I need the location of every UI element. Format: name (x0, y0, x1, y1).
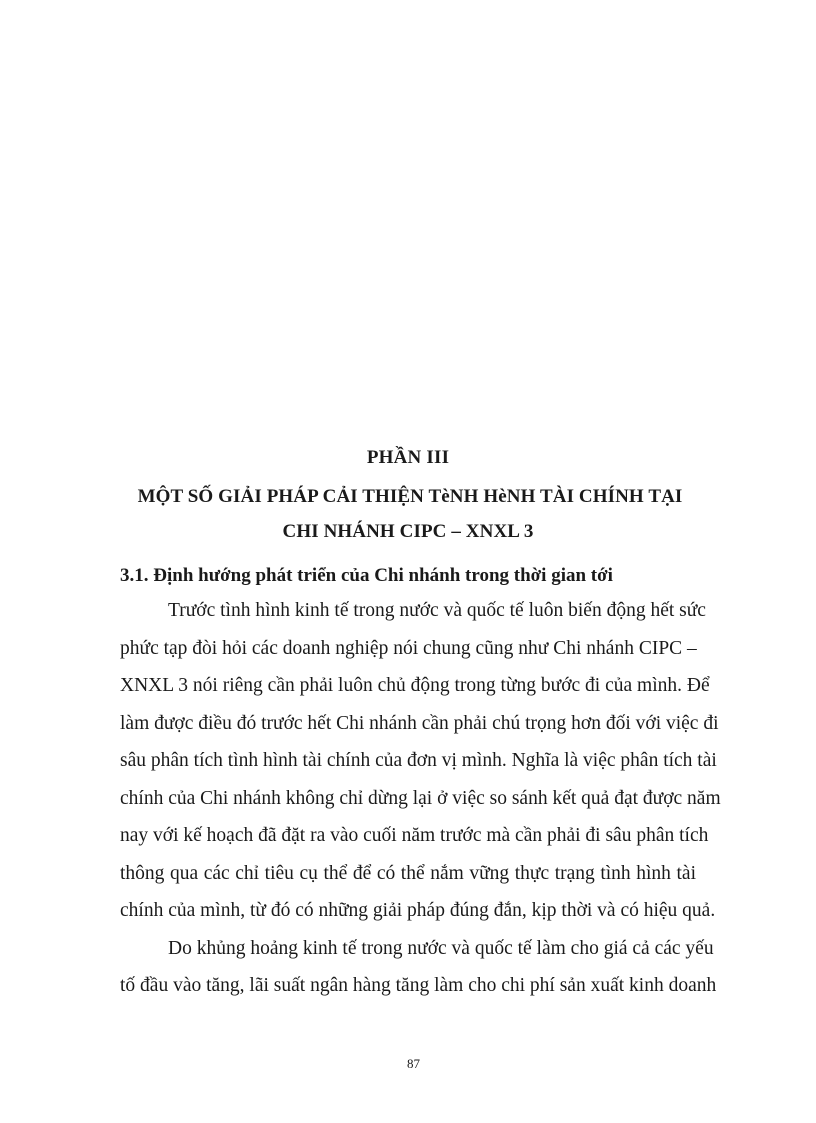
paragraph1-line: chính của mình, từ đó có những giải pháp đúng đắn, kịp thời và có hiệu quả. (120, 900, 716, 921)
paragraph1-line: phức tạp đòi hỏi các doanh nghiệp nói chung cũng như Chi nhánh CIPC – (120, 638, 697, 659)
paragraph2-line: Do khủng hoảng kinh tế trong nước và quốc tế làm cho giá cả các yếu (168, 938, 714, 959)
paragraph1-line: sâu phân tích tình hình tài chính của đơn vị mình. Nghĩa là việc phân tích tài (120, 750, 717, 771)
section-heading: 3.1. Định hướng phát triển của Chi nhánh trong thời gian tới (120, 565, 613, 586)
chapter-title-line-2: CHI NHÁNH CIPC – XNXL 3 (282, 521, 534, 542)
page-number: 87 (407, 1056, 420, 1071)
paragraph1-line: chính của Chi nhánh không chỉ dừng lại ở việc so sánh kết quả đạt được năm (120, 788, 721, 809)
part-title: PHẦN III (366, 447, 450, 468)
paragraph1-line: làm được điều đó trước hết Chi nhánh cần phải chú trọng hơn đối với việc đi (120, 713, 719, 734)
paragraph1-line: thông qua các chỉ tiêu cụ thể để có thể nắm vững thực trạng tình hình tài (120, 863, 696, 884)
paragraph1-line: XNXL 3 nói riêng cần phải luôn chủ động trong từng bước đi của mình. Để (120, 675, 710, 696)
chapter-title-line-1: MỘT SỐ GIẢI PHÁP CẢI THIỆN TèNH HèNH TÀI CHÍNH TẠI (137, 486, 683, 507)
paragraph2-line: tố đầu vào tăng, lãi suất ngân hàng tăng làm cho chi phí sản xuất kinh doanh (120, 975, 717, 996)
paragraph1-line: nay với kế hoạch đã đặt ra vào cuối năm trước mà cần phải đi sâu phân tích (120, 825, 709, 846)
paragraph1-line: Trước tình hình kinh tế trong nước và quốc tế luôn biến động hết sức (168, 600, 706, 621)
